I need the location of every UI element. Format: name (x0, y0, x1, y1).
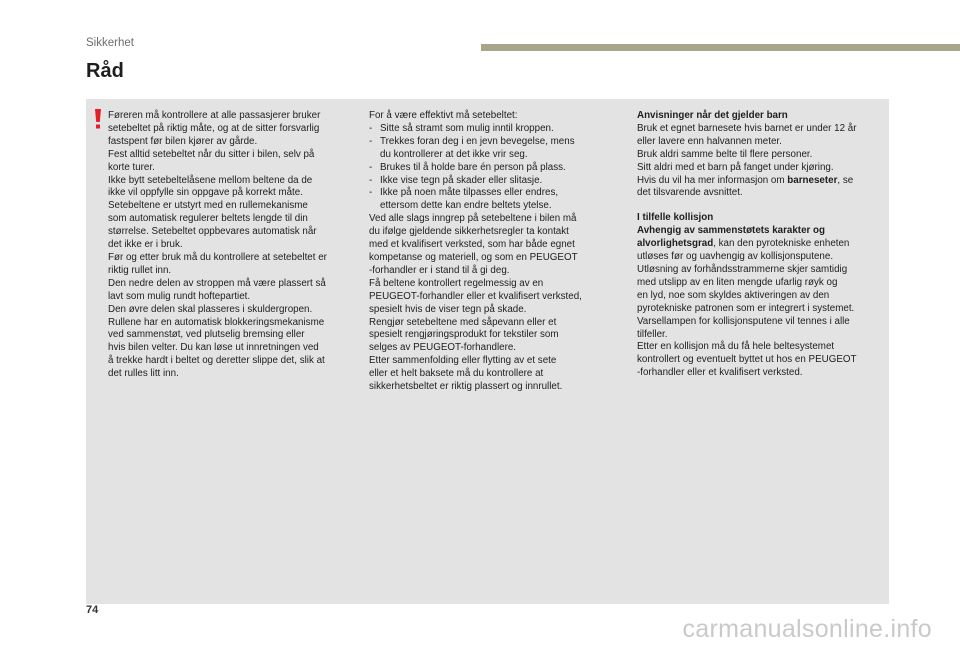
text-line: -forhandler eller et kvalifisert verksted. (637, 367, 803, 379)
text-line: utløses før og uavhengig av kollisjonsputene. (637, 251, 834, 263)
text-line: -forhandler er i stand til å gi deg. (369, 264, 510, 276)
list-item-text: Ikke vise tegn på skader eller slitasje. (380, 174, 543, 186)
text-line: Ved alle slags inngrep på setebeltene i bilen må (369, 213, 577, 225)
list-item (369, 123, 609, 136)
text-line: Få beltene kontrollert regelmessig av en (369, 277, 544, 289)
text-line: Etter sammenfolding eller flytting av et sete (369, 355, 557, 367)
text-line: ikke vil oppfylle sin oppgave på korrekt måte. (108, 187, 303, 199)
text-line: Rullene har en automatisk blokkeringsmekanisme (108, 316, 325, 328)
effectiveness-column (369, 110, 609, 394)
dash-bullet: - (369, 122, 373, 134)
text-fragment: alvorlighetsgrad (637, 238, 714, 250)
spacer (637, 200, 887, 212)
text-line: ved sammenstøt, ved plutselig bremsing eller (108, 329, 305, 341)
text-line: det ikke er i bruk. (108, 239, 183, 251)
text-line: Ikke bytt setebeltelåsene mellom beltene da de (108, 174, 313, 186)
text-line: Varsellampen for kollisjonsputene vil tennes i alle (637, 315, 850, 327)
text-line: Den øvre delen skal plasseres i skuldergropen. (108, 303, 313, 315)
text-line: Setebeltene er utstyrt med en rullemekanisme (108, 200, 308, 212)
text-line (637, 238, 887, 251)
text-line (637, 175, 887, 188)
warning-column (108, 110, 358, 381)
text-line: Føreren må kontrollere at alle passasjerer bruker (108, 110, 321, 121)
text-line: riktig rullet inn. (108, 264, 172, 276)
text-line: spesielt rengjøringsprodukt for tekstiler som (369, 329, 559, 341)
collision-heading: I tilfelle kollisjon (637, 212, 714, 224)
list-item-text: Sitte så stramt som mulig inntil kroppen. (380, 122, 554, 134)
text-line: Rengjør setebeltene med såpevann eller et (369, 316, 557, 328)
watermark: carmanualsonline.info (682, 615, 932, 643)
text-line: størrelse. Setebeltet oppbevares automatisk når (108, 226, 317, 238)
text-line: kontrollert og eventuelt byttet ut hos en PEUGEOT (637, 354, 857, 366)
text-fragment: , kan den pyrotekniske enheten (713, 238, 850, 250)
text-line: Etter en kollisjon må du få hele beltesystemet (637, 341, 835, 353)
list-item (369, 175, 609, 188)
dash-bullet: - (369, 135, 373, 147)
text-fragment: Hvis du vil ha mer informasjon om (637, 174, 788, 186)
list-item (369, 136, 609, 162)
list-item-text: Brukes til å holde bare én person på plass. (380, 161, 566, 173)
page-title: Råd (86, 60, 124, 82)
list-item (369, 162, 609, 175)
text-line: pyrotekniske patronen som er integrert i systemet. (637, 302, 855, 314)
text-fragment: , se (837, 174, 854, 186)
text-line: det rulles litt inn. (108, 368, 179, 380)
text-line: Sitt aldri med et barn på fanget under kjøring. (637, 161, 834, 173)
text-line: Den nedre delen av stroppen må være plassert så (108, 277, 326, 289)
text-line: Fest alltid setebeltet når du sitter i bilen, selv på (108, 148, 315, 160)
text-line: fastspent før bilen kjører av gårde. (108, 135, 258, 147)
text-line: kompetanse og materiell, og som en PEUGEOT (369, 251, 578, 263)
children-heading: Anvisninger når det gjelder barn (637, 110, 788, 121)
text-line: spesielt hvis de viser tegn på skade. (369, 303, 527, 315)
text-line: PEUGEOT-forhandler eller et kvalifisert verksted, (369, 290, 582, 302)
intro-line: For å være effektivt må setebeltet: (369, 110, 518, 121)
text-line: en lyd, noe som skyldes aktiveringen av den (637, 289, 830, 301)
text-line: med et kvalifisert verksted, som har både egnet (369, 239, 575, 251)
text-line: Før og etter bruk må du kontrollere at setebeltet er (108, 251, 327, 263)
text-line: med utslipp av en liten mengde ufarlig røyk og (637, 276, 838, 288)
page-number: 74 (86, 604, 99, 616)
text-line: setebeltet på riktig måte, og at de sitter forsvarlig (108, 122, 320, 134)
text-line: som automatisk regulerer beltets lengde til din (108, 213, 308, 225)
text-line: å trekke hardt i beltet og deretter slippe det, slik at (108, 355, 325, 367)
text-line: det tilsvarende avsnittet. (637, 187, 743, 199)
section-bar (481, 44, 960, 51)
list-item-text: Ikke på noen måte tilpasses eller endres, (380, 187, 559, 199)
list-item-text: ettersom dette kan endre beltets ytelse. (380, 200, 552, 212)
exclamation-icon (93, 108, 103, 130)
text-line: Avhengig av sammenstøtets karakter og (637, 225, 826, 237)
text-line: tilfeller. (637, 328, 668, 340)
child-seats-reference: barneseter (787, 174, 838, 186)
dash-bullet: - (369, 187, 373, 199)
children-collision-column (637, 110, 887, 380)
list-item-text: Trekkes foran deg i en jevn bevegelse, mens (380, 135, 575, 147)
text-line: Bruk et egnet barnesete hvis barnet er under 12 år (637, 122, 857, 134)
list-item-text: du kontrollerer at det ikke vrir seg. (380, 148, 528, 160)
list-item (369, 187, 609, 213)
requirements-list (369, 123, 609, 213)
text-line: eller lavere enn halvannen meter. (637, 135, 782, 147)
text-line: korte turer. (108, 161, 155, 173)
text-line: Utløsning av forhåndsstrammerne skjer samtidig (637, 263, 848, 275)
text-line: Bruk aldri samme belte til flere personer. (637, 148, 813, 160)
text-line: du ifølge gjeldende sikkerhetsregler ta kontakt (369, 226, 569, 238)
text-line: hvis bilen velter. Du kan løse ut innretningen ved (108, 342, 319, 354)
section-label: Sikkerhet (86, 37, 134, 49)
text-line: sikkerhetsbeltet er riktig plassert og innrullet. (369, 381, 563, 393)
dash-bullet: - (369, 174, 373, 186)
text-line: selges av PEUGEOT-forhandlere. (369, 342, 517, 354)
text-line: lavt som mulig rundt hoftepartiet. (108, 290, 251, 302)
dash-bullet: - (369, 161, 373, 173)
text-line: eller et helt baksete må du kontrollere at (369, 368, 544, 380)
